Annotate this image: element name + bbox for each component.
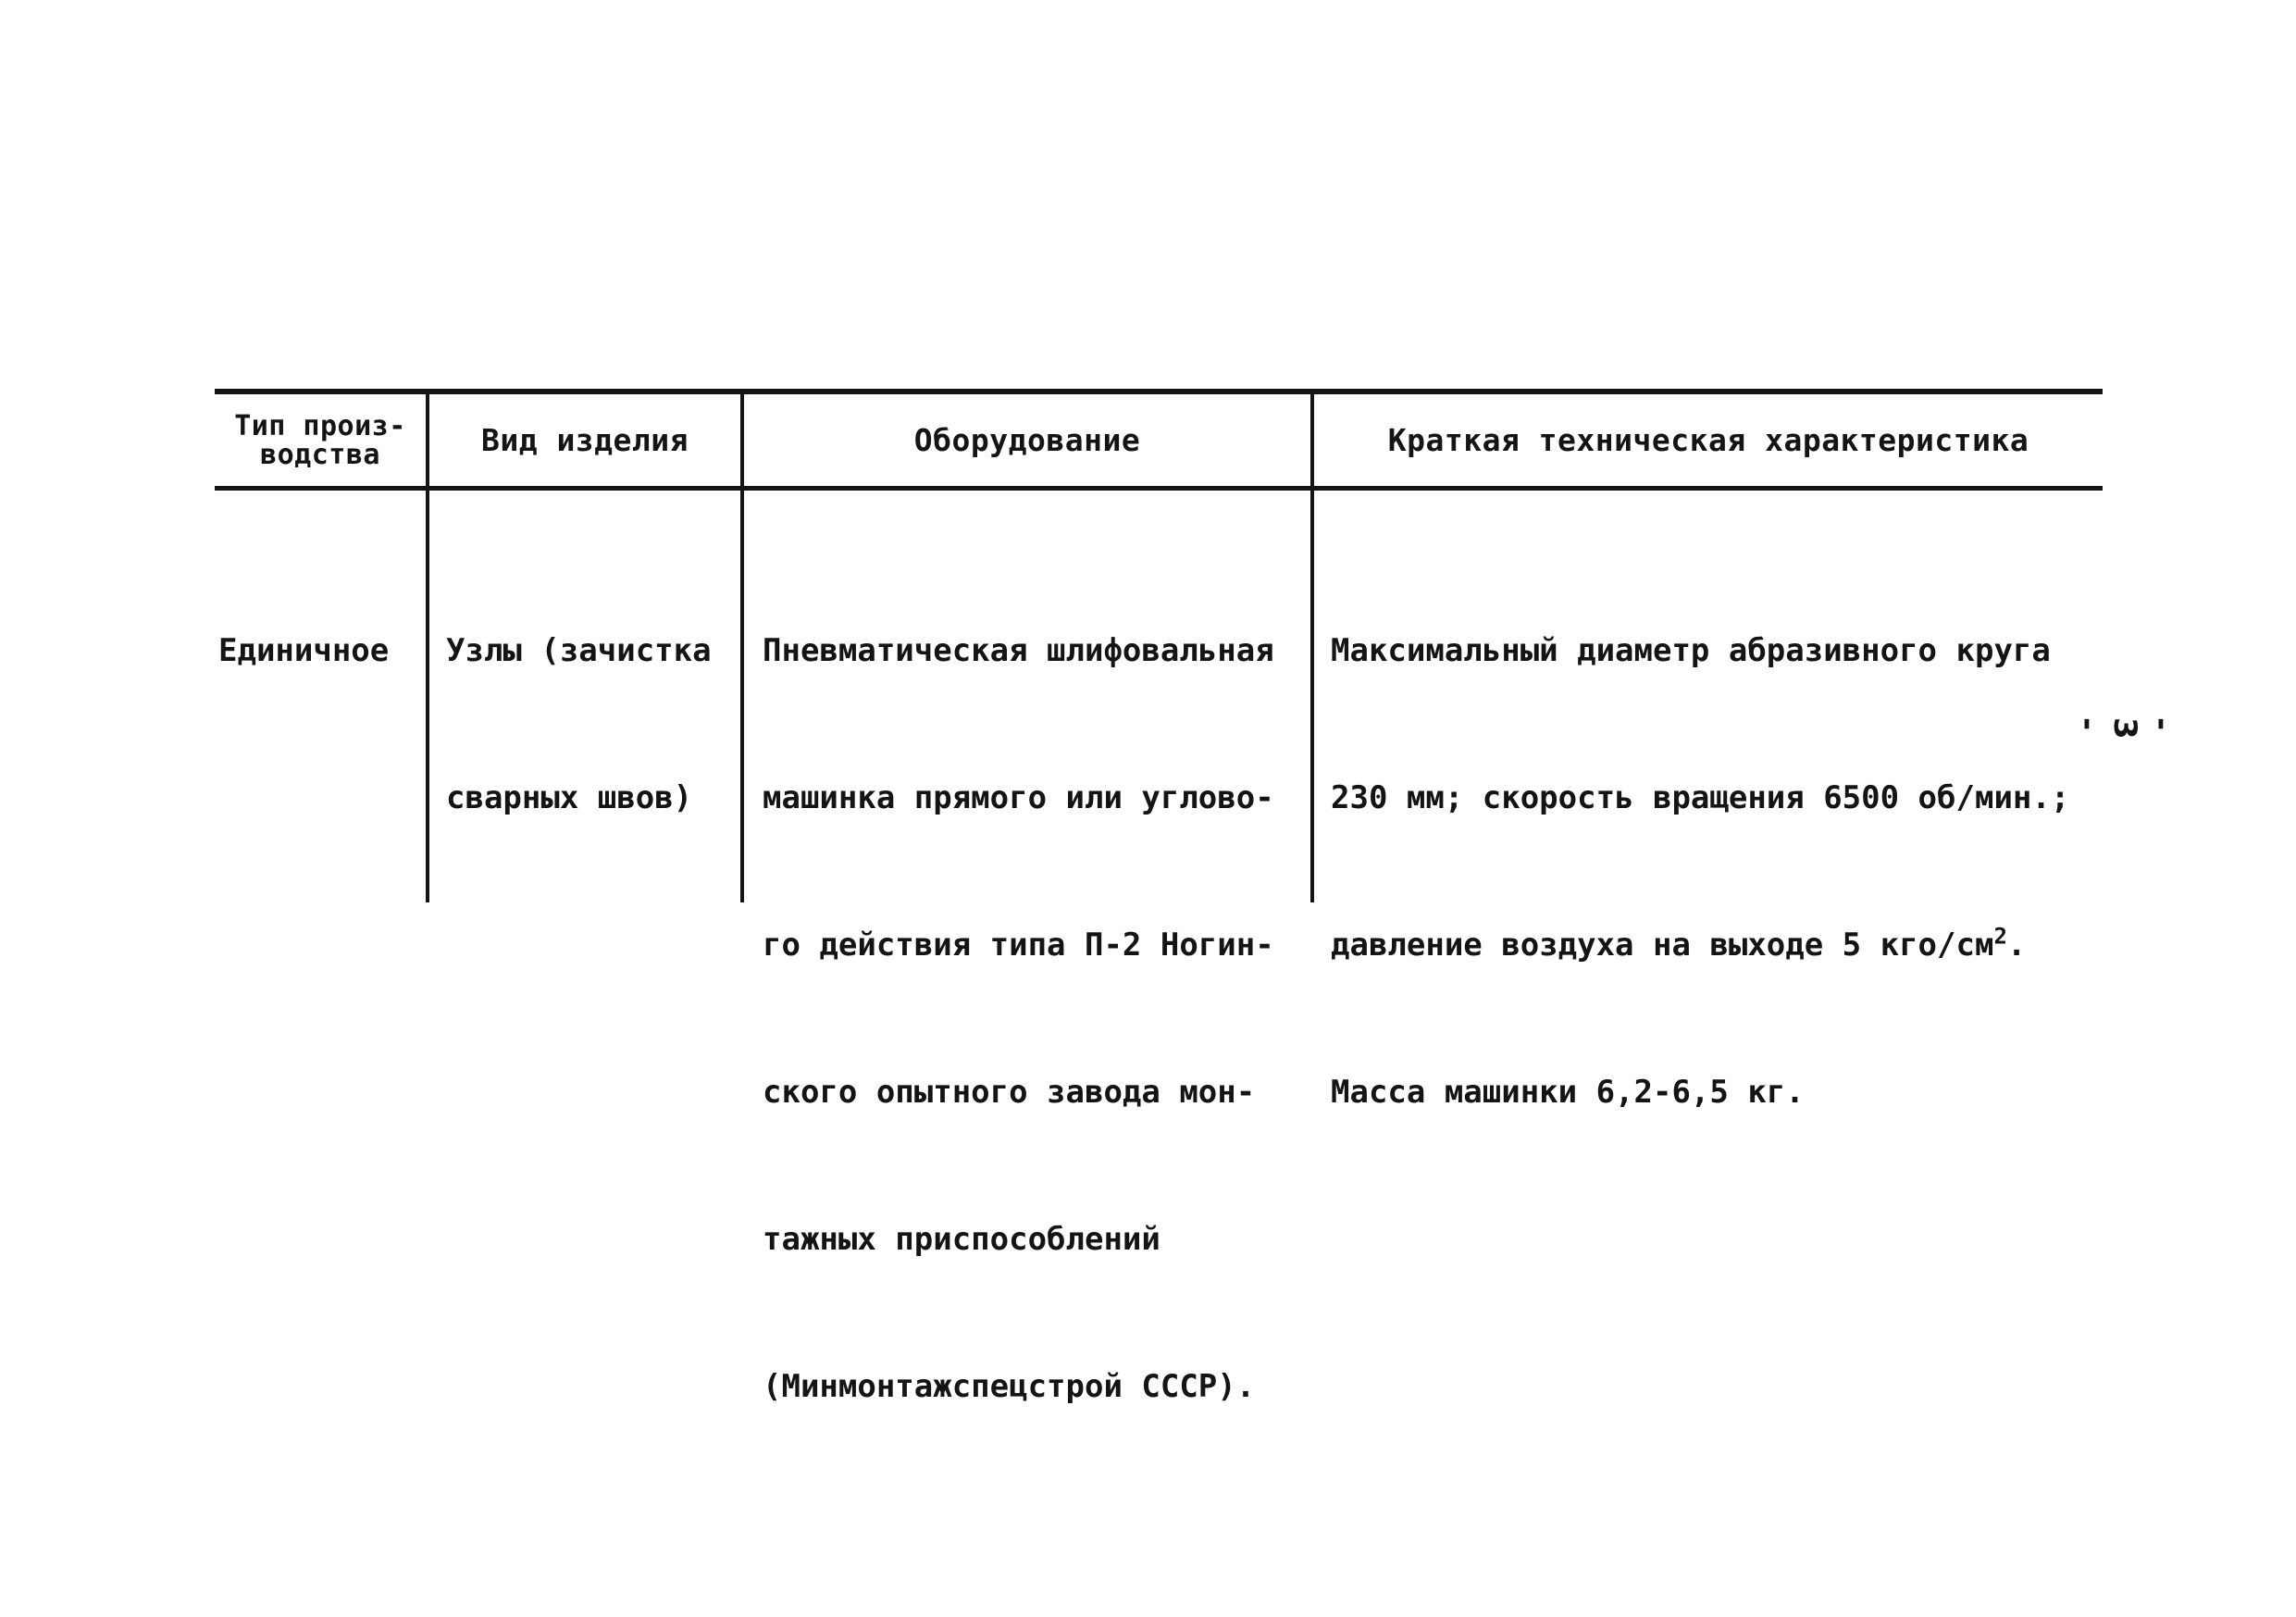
- equipment-spec-table: [215, 389, 2103, 1405]
- header-product-kind: Вид изделия: [480, 422, 689, 458]
- equipment-line-5: тажных приспособлений: [763, 1221, 1160, 1258]
- equipment-line-4: ского опытного завода мон-: [763, 1074, 1256, 1111]
- equipment-line-3: го действия типа П-2 Ногин-: [763, 927, 1274, 964]
- equipment-line-1: Пневматическая шлифовальная: [763, 632, 1274, 669]
- product-kind-line-1: Узлы (зачистка: [446, 632, 712, 669]
- page-number: - 3 -: [2069, 717, 2180, 753]
- characteristics-line-3: [1331, 921, 2069, 970]
- cell-production-type: [218, 529, 389, 774]
- header-characteristics: Краткая техническая характеристика: [1387, 422, 2029, 458]
- product-kind-line-2: сварных швов): [446, 779, 693, 816]
- equipment-line-6: (Минмонтажспецстрой СССР).: [763, 1368, 1256, 1405]
- characteristics-line-4: Масса машинки 6,2-6,5 кг.: [1331, 1074, 1805, 1111]
- header-equipment: Оборудование: [913, 422, 1141, 458]
- equipment-line-2: машинка прямого или углово-: [763, 779, 1274, 816]
- production-type-line: Единичное: [218, 632, 390, 669]
- header-production-type-line-1: Тип произ-: [234, 409, 406, 442]
- superscript-exponent: 2: [1993, 923, 2007, 950]
- cell-characteristics: [1331, 529, 2069, 1215]
- characteristics-line-3-end: .: [2006, 927, 2027, 964]
- header-production-type: [215, 394, 426, 486]
- characteristics-line-3-text: давление воздуха на выходе 5 кго/см: [1331, 927, 1994, 964]
- cell-equipment: [763, 529, 1274, 1510]
- cell-product-kind: [446, 529, 712, 921]
- header-production-type-line-2: водства: [260, 438, 380, 471]
- characteristics-line-2: 230 мм; скорость вращения 6500 об/мин.;: [1331, 779, 2070, 816]
- characteristics-line-1: Максимальный диаметр абразивного круга: [1331, 632, 2051, 669]
